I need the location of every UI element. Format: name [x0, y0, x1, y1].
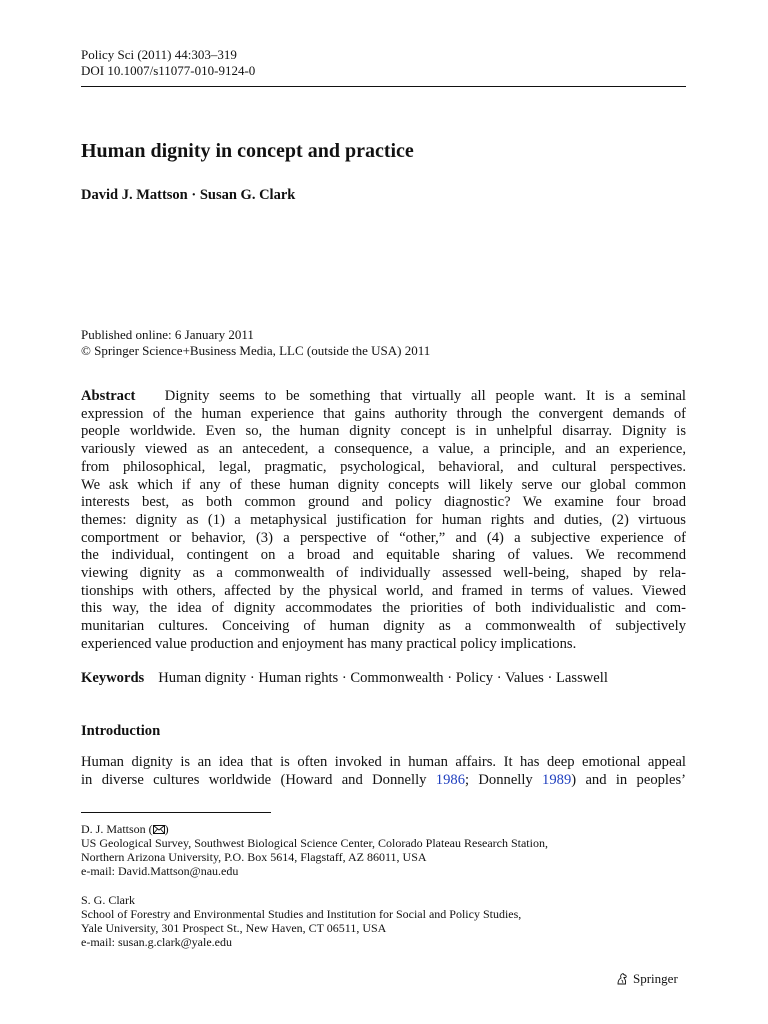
author2-name: S. G. Clark [81, 893, 135, 907]
abstract-line [81, 388, 686, 406]
author2-affiliation: Yale University, 301 Prospect St., New Haven, CT 06511, USA [81, 921, 387, 935]
author1-affiliation: US Geological Survey, Southwest Biological Science Center, Colorado Plateau Research Station, [81, 836, 548, 850]
body-line: Human dignity is an idea that is often invoked in human affairs. It has deep emotional appeal [81, 754, 686, 770]
abstract-line: comportment or behavior, (3) a perspective of “other,” and (4) a subjective experience of [81, 529, 686, 546]
abstract-line: interests best, as both common ground and policy diagnostic? We examine four broad [81, 494, 686, 511]
abstract-line: from philosophical, legal, pragmatic, psychological, behavioral, and cultural perspectives. [81, 458, 686, 475]
abstract-line: variously viewed as an antecedent, a consequence, a value, a principle, and an experience, [81, 441, 686, 458]
article-title: Human dignity in concept and practice [81, 140, 414, 162]
author1-name-line [81, 822, 169, 836]
author1-name-close: ) [164, 822, 169, 836]
citation-link[interactable]: 1989 [542, 772, 572, 788]
author2-affiliation: School of Forestry and Environmental Studies and Institution for Social and Policy Studies, [81, 907, 522, 921]
author1-name: D. J. Mattson ( [81, 822, 153, 836]
body-text: ) and in peoples’ [571, 772, 686, 788]
author1-email[interactable]: e-mail: David.Mattson@nau.edu [81, 864, 239, 878]
copyright-notice: © Springer Science+Business Media, LLC (outside the USA) 2011 [81, 343, 431, 358]
abstract-line: this way, the idea of dignity accommodates the priorities of both individualistic and com- [81, 600, 686, 617]
abstract-line: themes: dignity as (1) a metaphysical justification for human rights and duties, (2) virtuous [81, 511, 686, 528]
abstract-line: tionships with others, affected by the physical world, and framed in terms of values. Viewed [81, 582, 686, 599]
body-text: ; Donnelly [464, 772, 543, 788]
footnote-rule [81, 812, 271, 813]
citation-link[interactable]: 1986 [435, 772, 465, 788]
author1-affiliation: Northern Arizona University, P.O. Box 5614, Flagstaff, AZ 86011, USA [81, 850, 427, 864]
springer-horse-icon [615, 972, 629, 986]
header-rule [81, 86, 686, 87]
abstract-line: experienced value production and enjoyment has many practical policy implications. [81, 635, 577, 652]
envelope-icon[interactable] [153, 825, 165, 834]
body-text: in diverse cultures worldwide (Howard and Donnelly [81, 772, 436, 788]
abstract-line: We ask which if any of these human dignity concepts will likely serve our global common [81, 476, 686, 493]
publisher-name: Springer [633, 971, 678, 986]
journal-citation: Policy Sci (2011) 44:303–319 [81, 47, 237, 62]
published-date: Published online: 6 January 2011 [81, 327, 254, 342]
publisher-logo [615, 970, 678, 988]
author2-email[interactable]: e-mail: susan.g.clark@yale.edu [81, 935, 232, 949]
abstract-line: the individual, contingent on a broad and equitable sharing of values. We recommend [81, 547, 686, 564]
keywords-line [81, 669, 608, 687]
keywords-label: Keywords [81, 670, 145, 686]
abstract-line: people worldwide. Even so, the human dignity concept is in unhelpful disarray. Dignity is [81, 423, 686, 440]
section-heading-introduction: Introduction [81, 723, 161, 739]
abstract-line: viewing dignity as a commonwealth of individually assessed well-being, shaped by rela- [81, 565, 686, 581]
author-list: David J. Mattson · Susan G. Clark [81, 187, 296, 203]
abstract-line: expression of the human experience that gains authority through the convergent demands of [81, 405, 686, 422]
abstract-line: munitarian cultures. Conceiving of human dignity as a commonwealth of subjectively [81, 618, 686, 635]
doi: DOI 10.1007/s11077-010-9124-0 [81, 63, 256, 78]
keywords-list: Human dignity · Human rights · Commonwealth · Policy · Values · Lasswell [158, 670, 608, 686]
abstract-text: Dignity seems to be something that virtually all people want. It is a seminal [164, 388, 686, 404]
abstract-label: Abstract [81, 388, 136, 404]
article-page [81, 0, 686, 1024]
body-line [81, 772, 686, 790]
